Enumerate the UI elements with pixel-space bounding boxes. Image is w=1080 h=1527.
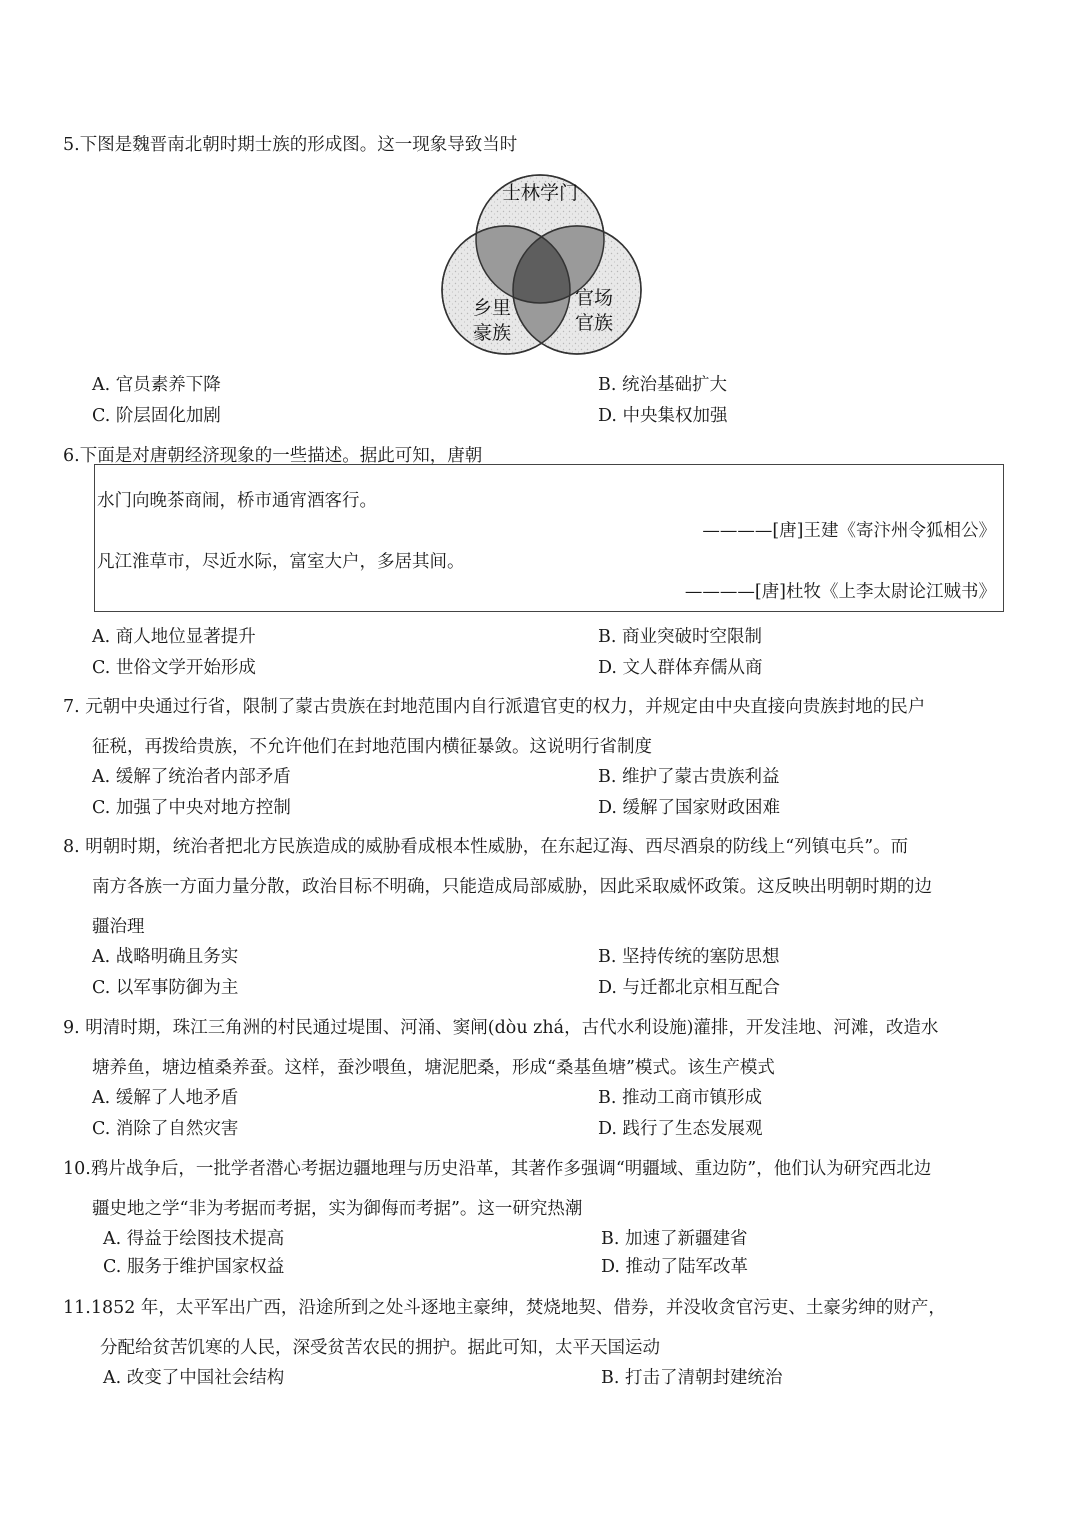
q9-stem-line-2: 塘养鱼，塘边植桑养蚕。这样，蚕沙喂鱼，塘泥肥桑，形成“桑基鱼塘”模式。该生产模式 — [92, 1058, 775, 1078]
q7-option-b[interactable]: B. 维护了蒙古贵族利益 — [598, 767, 780, 787]
q6-option-d[interactable]: D. 文人群体弃儒从商 — [598, 658, 763, 678]
venn-label-top: 士林学门 — [501, 182, 579, 204]
venn-label-left-2: 豪族 — [472, 322, 512, 344]
q6-quote-2: 凡江淮草市，尽近水际，富室大户，多居其间。 — [97, 552, 465, 572]
q7-stem-line-2: 征税，再拨给贵族，不允许他们在封地范围内横征暴敛。这说明行省制度 — [92, 737, 652, 757]
q11-option-b[interactable]: B. 打击了清朝封建统治 — [601, 1368, 783, 1388]
q6-quote-1: 水门向晚茶商闹，桥市通宵酒客行。 — [97, 491, 377, 511]
venn-diagram — [436, 174, 648, 358]
q7-option-a[interactable]: A. 缓解了统治者内部矛盾 — [92, 767, 291, 787]
q10-stem-line-2: 疆史地之学“非为考据而考据，实为御侮而考据”。这一研究热潮 — [92, 1199, 583, 1219]
q8-option-c[interactable]: C. 以军事防御为主 — [92, 978, 239, 998]
q9-option-b[interactable]: B. 推动工商市镇形成 — [598, 1088, 762, 1108]
q6-option-a[interactable]: A. 商人地位显著提升 — [92, 627, 256, 647]
q6-source-2: ————[唐]杜牧《上李太尉论江贼书》 — [684, 582, 996, 602]
q6-source-1: ————[唐]王建《寄汴州令狐相公》 — [702, 521, 996, 541]
venn-label-right-1: 官场 — [574, 287, 614, 309]
q5-stem: 5.下图是魏晋南北朝时期士族的形成图。这一现象导致当时 — [63, 135, 518, 155]
q8-option-a[interactable]: A. 战略明确且务实 — [92, 947, 239, 967]
q10-option-a[interactable]: A. 得益于绘图技术提高 — [103, 1229, 285, 1249]
q9-option-c[interactable]: C. 消除了自然灾害 — [92, 1119, 239, 1139]
q10-option-d[interactable]: D. 推动了陆军改革 — [601, 1257, 749, 1277]
q11-option-a[interactable]: A. 改变了中国社会结构 — [103, 1368, 285, 1388]
q5-option-b[interactable]: B. 统治基础扩大 — [598, 375, 727, 395]
q8-stem-line-1: 8. 明朝时期，统治者把北方民族造成的威胁看成根本性威胁，在东起辽海、西尽酒泉的防线上“列镇屯兵”。而 — [63, 837, 909, 857]
q11-stem-line-1: 11.1852 年，太平军出广西，沿途所到之处斗逐地主豪绅，焚烧地契、借券，并没收贪官污吏、土豪劣绅的财产， — [63, 1298, 946, 1318]
q8-stem-line-3: 疆治理 — [92, 917, 145, 937]
q7-option-c[interactable]: C. 加强了中央对地方控制 — [92, 798, 291, 818]
q9-stem-line-1: 9. 明清时期，珠江三角洲的村民通过堤围、河涌、窦闸(dòu zhá，古代水利设施)灌排，开发洼地、河滩，改造水 — [63, 1018, 939, 1038]
q7-stem-line-1: 7. 元朝中央通过行省，限制了蒙古贵族在封地范围内自行派遣官吏的权力，并规定由中央直接向贵族封地的民户 — [63, 697, 926, 717]
q6-option-b[interactable]: B. 商业突破时空限制 — [598, 627, 762, 647]
q10-option-b[interactable]: B. 加速了新疆建省 — [601, 1229, 748, 1249]
q8-stem-line-2: 南方各族一方面力量分散，政治目标不明确，只能造成局部威胁，因此采取威怀政策。这反映出明朝时期的边 — [92, 877, 932, 897]
q8-option-b[interactable]: B. 坚持传统的塞防思想 — [598, 947, 780, 967]
q9-option-a[interactable]: A. 缓解了人地矛盾 — [92, 1088, 239, 1108]
q10-option-c[interactable]: C. 服务于维护国家权益 — [103, 1257, 285, 1277]
q9-option-d[interactable]: D. 践行了生态发展观 — [598, 1119, 763, 1139]
q10-stem-line-1: 10.鸦片战争后，一批学者潜心考据边疆地理与历史沿革，其著作多强调“明疆域、重边防”，他们认为研究西北边 — [63, 1159, 932, 1179]
q6-option-c[interactable]: C. 世俗文学开始形成 — [92, 658, 256, 678]
q11-stem-line-2: 分配给贫苦饥寒的人民，深受贫苦农民的拥护。据此可知，太平天国运动 — [100, 1338, 660, 1358]
q5-option-c[interactable]: C. 阶层固化加剧 — [92, 406, 221, 426]
q6-stem: 6.下面是对唐朝经济现象的一些描述。据此可知，唐朝 — [63, 446, 483, 466]
venn-label-left-1: 乡里 — [472, 297, 512, 319]
q5-option-d[interactable]: D. 中央集权加强 — [598, 406, 728, 426]
venn-label-right-2: 官族 — [574, 312, 614, 334]
q8-option-d[interactable]: D. 与迁都北京相互配合 — [598, 978, 781, 998]
q5-option-a[interactable]: A. 官员素养下降 — [92, 375, 221, 395]
q7-option-d[interactable]: D. 缓解了国家财政困难 — [598, 798, 781, 818]
